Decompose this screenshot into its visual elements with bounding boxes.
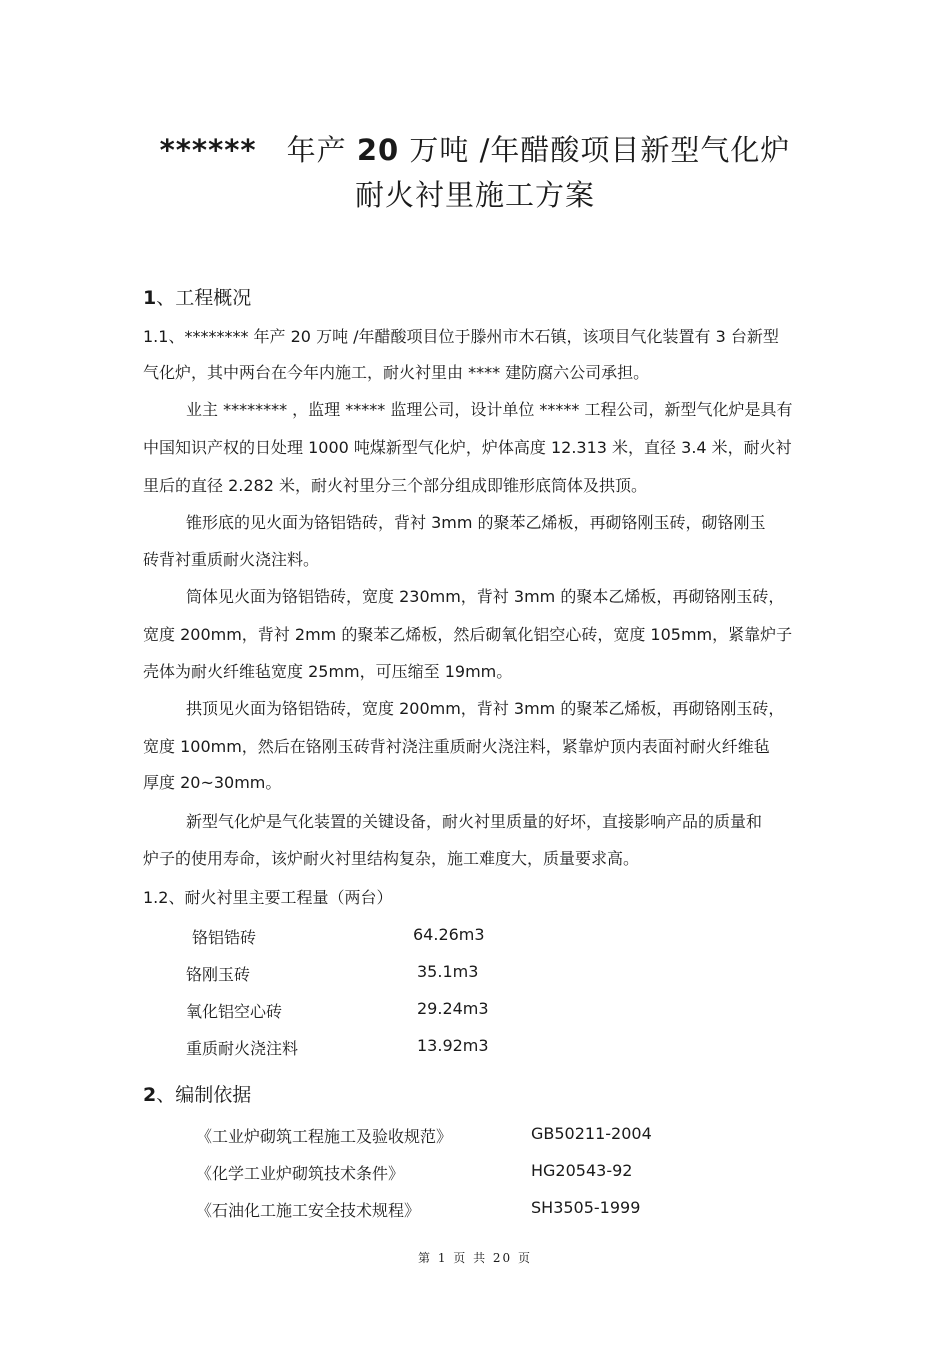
paragraph-line: 气化炉，其中两台在今年内施工，耐火衬里由 **** 建防腐六公司承担。 (143, 363, 650, 382)
paragraph-line: 锥形底的见火面为铬铝锆砖，背衬 3mm 的聚苯乙烯板，再砌铬刚玉砖，砌铬刚玉 (186, 513, 766, 532)
paragraph-line: 厚度 20~30mm。 (143, 773, 282, 792)
section-heading-basis (143, 1080, 251, 1107)
paragraph-line: 新型气化炉是气化装置的关键设备，耐火衬里质量的好坏，直接影响产品的质量和 (186, 812, 763, 831)
paragraph-line: 宽度 100mm，然后在铬刚玉砖背衬浇注重质耐火浇注料，紧靠炉顶内表面衬耐火纤维毡 (143, 737, 770, 756)
reference-standard-code: SH3505-1999 (531, 1198, 641, 1217)
quantity-item-name: 铬刚玉砖 (186, 965, 251, 984)
title-capacity-number: 20 (356, 133, 400, 167)
title-masked-company: ****** (159, 133, 257, 167)
section-number: 2 (143, 1084, 157, 1106)
section-heading-overview (143, 283, 251, 310)
paragraph-line: 宽度 200mm，背衬 2mm 的聚苯乙烯板，然后砌氧化铝空心砖，宽度 105mm，紧靠炉子 (143, 625, 793, 644)
paragraph-line: 壳体为耐火纤维毡宽度 25mm，可压缩至 19mm。 (143, 662, 513, 681)
document-title-line-1 (0, 128, 950, 169)
quantity-item-value: 35.1m3 (417, 962, 479, 981)
page-number-footer: 第 1 页 共 20 页 (418, 1251, 532, 1265)
section-title: 、编制依据 (156, 1084, 252, 1106)
section-title: 、工程概况 (156, 287, 252, 309)
subsection-heading-quantities: 1.2、耐火衬里主要工程量（两台） (143, 888, 393, 907)
quantity-item-name: 重质耐火浇注料 (186, 1039, 299, 1058)
paragraph-line: 拱顶见火面为铬铝锆砖，宽度 200mm，背衬 3mm 的聚苯乙烯板，再砌铬刚玉砖， (186, 699, 785, 718)
quantity-item-value: 29.24m3 (417, 999, 489, 1018)
paragraph-line: 中国知识产权的日处理 1000 吨煤新型气化炉，炉体高度 12.313 米，直径 3.4 米，耐火衬 (143, 438, 792, 457)
reference-standard-name: 《工业炉砌筑工程施工及验收规范》 (196, 1127, 453, 1146)
paragraph-line: 炉子的使用寿命，该炉耐火衬里结构复杂，施工难度大，质量要求高。 (143, 849, 640, 868)
reference-standard-code: HG20543-92 (531, 1161, 633, 1180)
quantity-item-value: 13.92m3 (417, 1036, 489, 1055)
paragraph-line: 筒体见火面为铬铝锆砖，宽度 230mm，背衬 3mm 的聚本乙烯板，再砌铬刚玉砖， (186, 587, 785, 606)
paragraph-line: 业主 ******** ，监理 ***** 监理公司，设计单位 ***** 工程公司，新型气化炉是具有 (186, 400, 793, 419)
paragraph-line: 里后的直径 2.282 米，耐火衬里分三个部分组成即锥形底筒体及拱顶。 (143, 476, 647, 495)
paragraph-line: 砖背衬重质耐火浇注料。 (143, 550, 320, 569)
reference-standard-name: 《化学工业炉砌筑技术条件》 (196, 1164, 405, 1183)
quantity-item-name: 氧化铝空心砖 (186, 1002, 283, 1021)
quantity-item-name: 铬铝锆砖 (192, 928, 257, 947)
reference-standard-name: 《石油化工施工安全技术规程》 (196, 1201, 421, 1220)
title-prefix: 年产 (286, 133, 347, 167)
reference-standard-code: GB50211-2004 (531, 1124, 652, 1143)
title-project-name: 万吨 /年醋酸项目新型气化炉 (409, 133, 791, 167)
paragraph-line: 1.1、******** 年产 20 万吨 /年醋酸项目位于滕州市木石镇，该项目气化装置有 3 台新型 (143, 327, 779, 346)
document-title-line-2: 耐火衬里施工方案 (354, 178, 595, 212)
quantity-item-value: 64.26m3 (413, 925, 485, 944)
section-number: 1 (143, 287, 157, 309)
